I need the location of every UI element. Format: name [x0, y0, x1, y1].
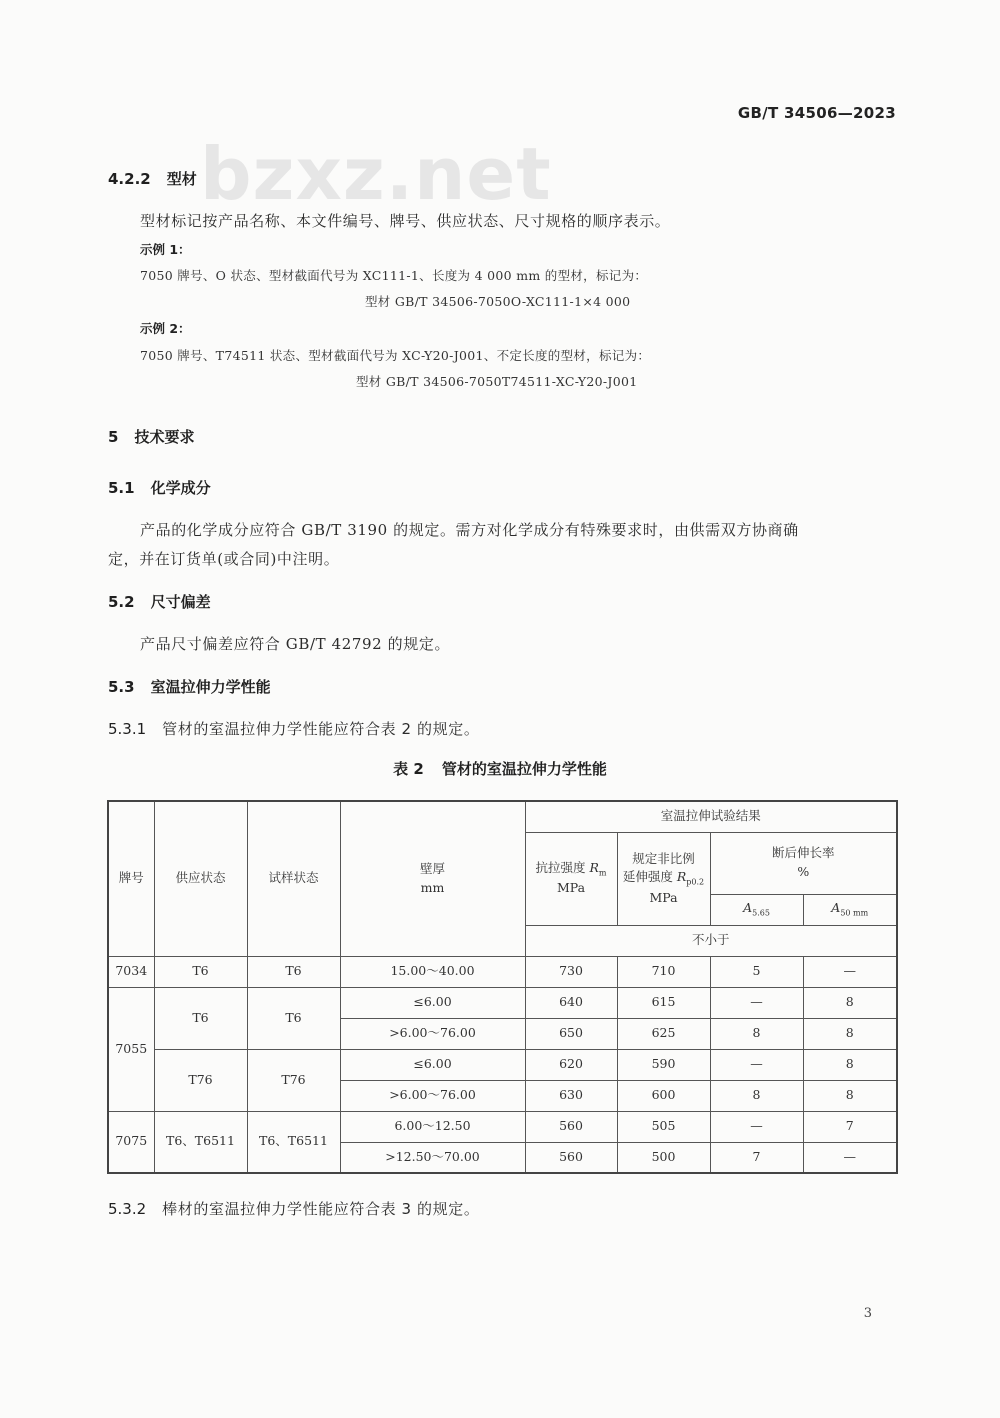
section-heading-5-3 [108, 676, 271, 697]
paragraph-line: 定，并在订货单(或合同)中注明。 [108, 550, 340, 568]
cell-specimen: T76 [247, 1049, 340, 1111]
cell-rp02: 600 [617, 1080, 710, 1111]
clause-5-3-1 [108, 718, 479, 739]
section-heading-5-1 [108, 477, 211, 498]
cell-supply: T6 [154, 956, 247, 987]
table-row [108, 987, 897, 1018]
section-number: 4.2.2 [108, 170, 151, 188]
section-title: 尺寸偏差 [150, 593, 211, 611]
cell-wall: ≤6.00 [340, 987, 525, 1018]
cell-wall: ≤6.00 [340, 1049, 525, 1080]
mechanical-properties-table [107, 800, 898, 1174]
paragraph: 产品尺寸偏差应符合 GB/T 42792 的规定。 [140, 635, 451, 653]
header-yield-strength [617, 832, 710, 925]
section-number: 5.3.2 [108, 1200, 147, 1218]
cell-a50: 8 [803, 1080, 897, 1111]
cell-a565: 8 [710, 1080, 803, 1111]
example-text: 7050 牌号、T74511 状态、型材截面代号为 XC-Y20-J001、不定长度的型材，标记为： [140, 348, 651, 363]
cell-rp02: 710 [617, 956, 710, 987]
yield-label: 延伸强度 [622, 869, 673, 885]
header-specimen-temper: 试样状态 [247, 801, 340, 956]
cell-rm: 640 [525, 987, 617, 1018]
cell-a50: 8 [803, 1049, 897, 1080]
clause-text: 棒材的室温拉伸力学性能应符合表 3 的规定。 [162, 1200, 480, 1218]
cell-a565: — [710, 1049, 803, 1080]
elongation-unit: % [797, 864, 810, 879]
standard-code: GB/T 34506—2023 [737, 104, 896, 122]
section-heading-5 [108, 426, 194, 447]
cell-wall: >6.00～76.00 [340, 1018, 525, 1049]
cell-specimen: T6 [247, 987, 340, 1049]
yield-unit: MPa [649, 889, 678, 905]
example-marking: 型材 GB/T 34506-7050O-XC111-1×4 000 [365, 294, 631, 309]
section-number: 5 [108, 428, 119, 446]
tensile-subscript: m [598, 868, 607, 878]
table-caption [0, 758, 1000, 779]
cell-grade: 7055 [108, 987, 154, 1111]
header-test-results: 室温拉伸试验结果 [525, 801, 897, 832]
header-a565 [710, 894, 803, 925]
header-wall-thickness [340, 801, 525, 956]
header-wall-unit: mm [420, 879, 445, 895]
tensile-unit: MPa [556, 880, 586, 896]
a565-subscript: 5.65 [752, 908, 770, 918]
cell-a50: — [803, 956, 897, 987]
cell-rp02: 505 [617, 1111, 710, 1142]
cell-wall: 6.00～12.50 [340, 1111, 525, 1142]
cell-a50: 8 [803, 1018, 897, 1049]
cell-rm: 620 [525, 1049, 617, 1080]
table-row [108, 1049, 897, 1080]
watermark: bzxz.net [200, 132, 552, 216]
table-row [108, 956, 897, 987]
cell-specimen: T6、T6511 [247, 1111, 340, 1173]
cell-rm: 560 [525, 1142, 617, 1173]
paragraph-line: 产品的化学成分应符合 GB/T 3190 的规定。需方对化学成分有特殊要求时，由供需双方协商确 [140, 521, 799, 539]
section-title: 室温拉伸力学性能 [150, 678, 271, 696]
cell-a50: — [803, 1142, 897, 1173]
example-marking: 型材 GB/T 34506-7050T74511-XC-Y20-J001 [356, 374, 638, 389]
cell-rm: 560 [525, 1111, 617, 1142]
cell-a565: 5 [710, 956, 803, 987]
header-grade: 牌号 [108, 801, 154, 956]
cell-supply: T76 [154, 1049, 247, 1111]
cell-a565: — [710, 987, 803, 1018]
section-number: 5.1 [108, 479, 135, 497]
table-title: 管材的室温拉伸力学性能 [441, 760, 607, 778]
yield-line1: 规定非比例 [632, 850, 695, 866]
cell-rm: 630 [525, 1080, 617, 1111]
cell-wall: >6.00～76.00 [340, 1080, 525, 1111]
a50-symbol: A [831, 900, 841, 916]
table-number: 表 2 [393, 760, 424, 778]
cell-a565: 8 [710, 1018, 803, 1049]
cell-wall: >12.50～70.00 [340, 1142, 525, 1173]
section-title: 化学成分 [150, 479, 211, 497]
cell-grade: 7075 [108, 1111, 154, 1173]
header-not-less-than: 不小于 [525, 925, 897, 956]
example-label: 示例 2： [140, 321, 191, 336]
page-number: 3 [863, 1306, 872, 1321]
section-heading-5-2 [108, 591, 211, 612]
yield-subscript: p0.2 [686, 877, 705, 887]
example-label: 示例 1： [140, 242, 191, 257]
section-title: 型材 [166, 170, 197, 188]
paragraph: 型材标记按产品名称、本文件编号、牌号、供应状态、尺寸规格的顺序表示。 [140, 212, 671, 230]
a50-subscript: 50 mm [840, 908, 869, 918]
example-text: 7050 牌号、O 状态、型材截面代号为 XC111-1、长度为 4 000 mm 的型材，标记为： [140, 268, 648, 283]
section-number: 5.3 [108, 678, 135, 696]
cell-wall: 15.00～40.00 [340, 956, 525, 987]
tensile-symbol: R [589, 859, 599, 875]
cell-rp02: 615 [617, 987, 710, 1018]
table-row [108, 1111, 897, 1142]
clause-5-3-2 [108, 1198, 479, 1219]
elongation-label: 断后伸长率 [772, 845, 835, 861]
cell-rp02: 625 [617, 1018, 710, 1049]
header-tensile-strength [525, 832, 617, 925]
cell-rm: 730 [525, 956, 617, 987]
cell-a50: 8 [803, 987, 897, 1018]
header-wall-label: 壁厚 [419, 861, 445, 876]
yield-symbol: R [676, 869, 687, 885]
header-elongation [710, 832, 897, 894]
tensile-label: 抗拉强度 [535, 859, 586, 875]
section-number: 5.2 [108, 593, 135, 611]
section-heading-4-2-2 [108, 168, 197, 189]
cell-rm: 650 [525, 1018, 617, 1049]
cell-supply: T6、T6511 [154, 1111, 247, 1173]
cell-a565: 7 [710, 1142, 803, 1173]
cell-grade: 7034 [108, 956, 154, 987]
cell-a50: 7 [803, 1111, 897, 1142]
section-number: 5.3.1 [108, 720, 147, 738]
section-title: 技术要求 [134, 428, 195, 446]
cell-a565: — [710, 1111, 803, 1142]
a565-symbol: A [743, 900, 753, 916]
cell-supply: T6 [154, 987, 247, 1049]
cell-rp02: 500 [617, 1142, 710, 1173]
clause-text: 管材的室温拉伸力学性能应符合表 2 的规定。 [162, 720, 480, 738]
cell-specimen: T6 [247, 956, 340, 987]
cell-rp02: 590 [617, 1049, 710, 1080]
header-supply-temper: 供应状态 [154, 801, 247, 956]
header-a50 [803, 894, 897, 925]
